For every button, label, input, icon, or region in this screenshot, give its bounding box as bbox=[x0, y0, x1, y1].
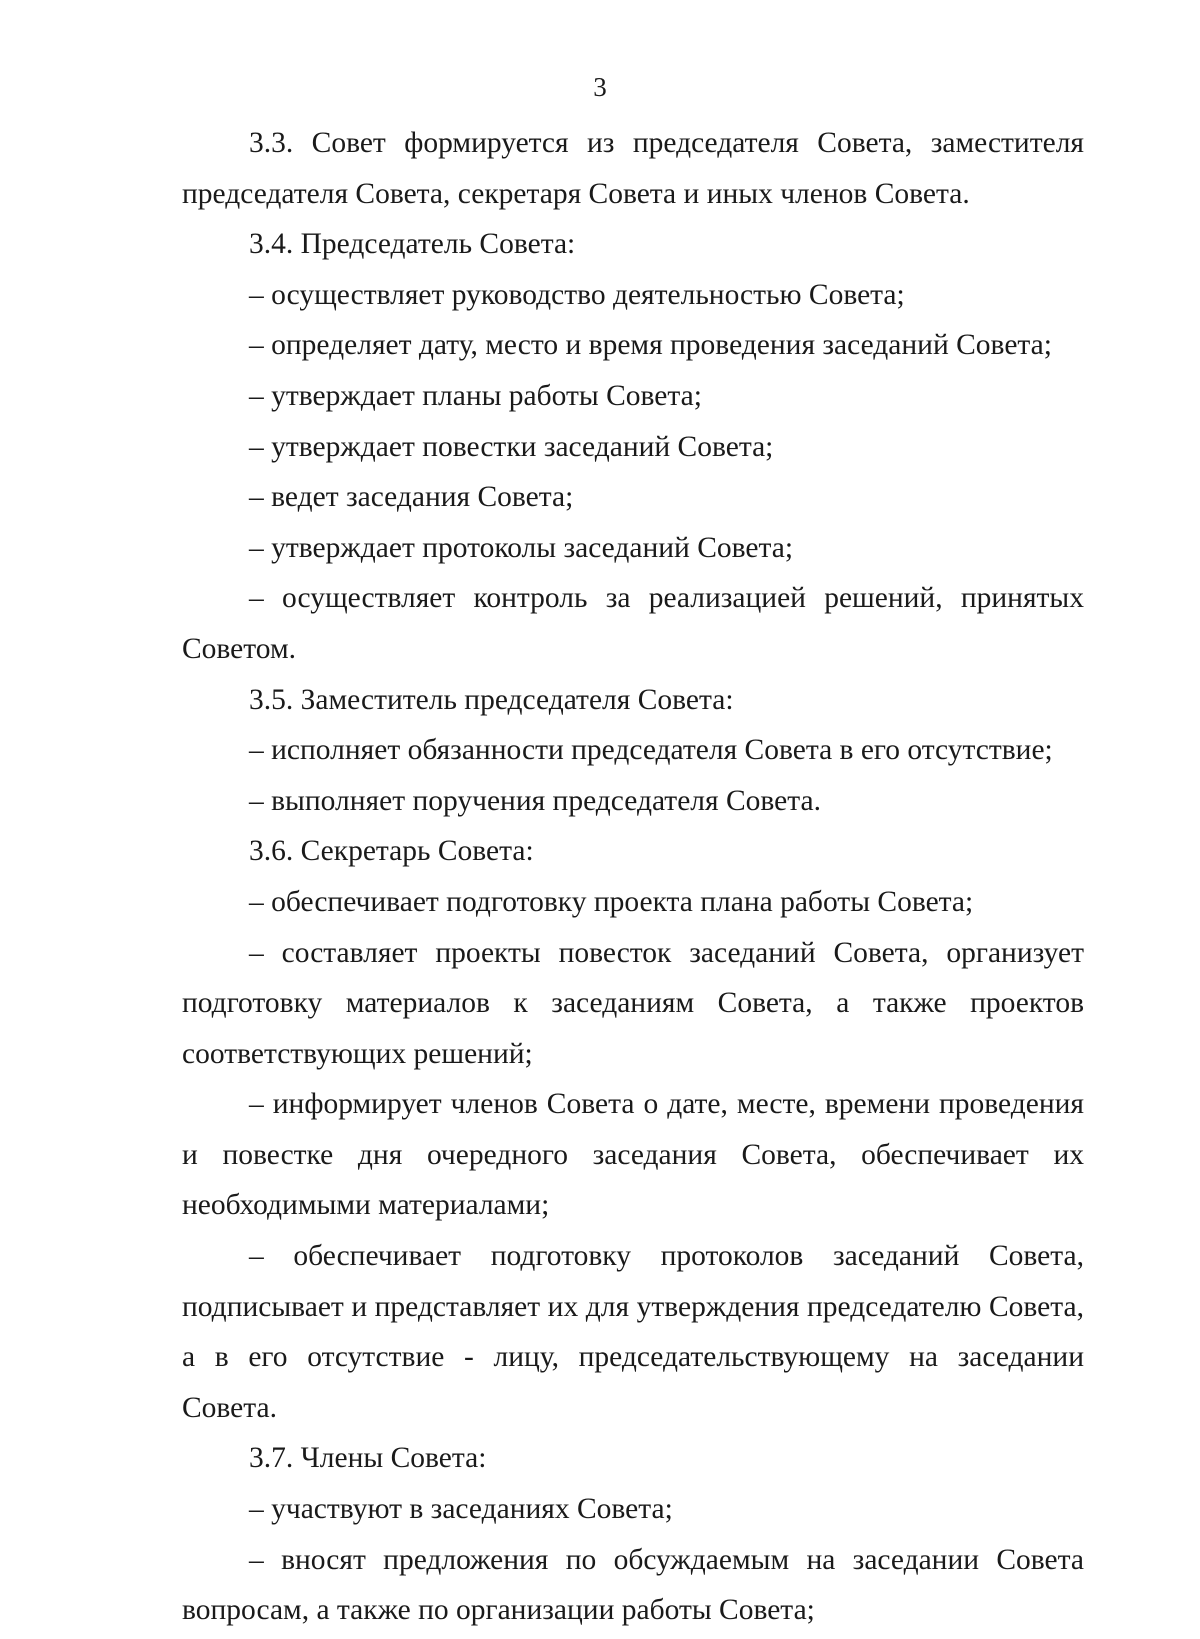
list-item: – участвуют в заседаниях Совета; bbox=[249, 1493, 673, 1526]
list-item: – осуществляет контроль за реализацией решений, принятых Советом. bbox=[182, 582, 1084, 665]
list-item: – утверждает планы работы Совета; bbox=[249, 379, 702, 412]
list-item: – информирует членов Совета о дате, месте, времени проведения и повестке дня очередного заседания Совета, обеспечивает их необходимыми материалами; bbox=[182, 1088, 1084, 1222]
document-body bbox=[182, 118, 1084, 1636]
paragraph: 3.6. Секретарь Совета: bbox=[249, 835, 534, 868]
list-item: – составляет проекты повесток заседаний Совета, организует подготовку материалов к заседаниям Совета, а также проектов соответствующих решений; bbox=[182, 936, 1084, 1070]
list-item: – ведет заседания Совета; bbox=[249, 481, 574, 514]
paragraph: 3.7. Члены Совета: bbox=[249, 1442, 487, 1475]
list-item: – определяет дату, место и время проведения заседаний Совета; bbox=[249, 329, 1052, 362]
list-item: – выполняет поручения председателя Совета. bbox=[249, 784, 821, 817]
list-item: – вносят предложения по обсуждаемым на заседании Совета вопросам, а также по организации работы Совета; bbox=[182, 1543, 1084, 1627]
paragraph: 3.3. Совет формируется из председателя Совета, заместителя председателя Совета, секретаря Совета и иных членов Совета. bbox=[182, 127, 1084, 210]
list-item: – обеспечивает подготовку протоколов заседаний Совета, подписывает и представляет их для утверждения председателю Совета, а в его отсутствие - лицу, председательствующему на заседании Совета. bbox=[182, 1240, 1084, 1424]
list-item: – осуществляет руководство деятельностью Совета; bbox=[249, 278, 905, 311]
list-item: – утверждает повестки заседаний Совета; bbox=[249, 430, 774, 463]
list-item: – утверждает протоколы заседаний Совета; bbox=[249, 531, 794, 564]
page-number: 3 bbox=[593, 72, 607, 102]
paragraph: 3.5. Заместитель председателя Совета: bbox=[249, 683, 734, 716]
list-item: – исполняет обязанности председателя Совета в его отсутствие; bbox=[249, 734, 1053, 767]
paragraph: 3.4. Председатель Совета: bbox=[249, 228, 576, 261]
list-item: – обеспечивает подготовку проекта плана работы Совета; bbox=[249, 885, 974, 918]
